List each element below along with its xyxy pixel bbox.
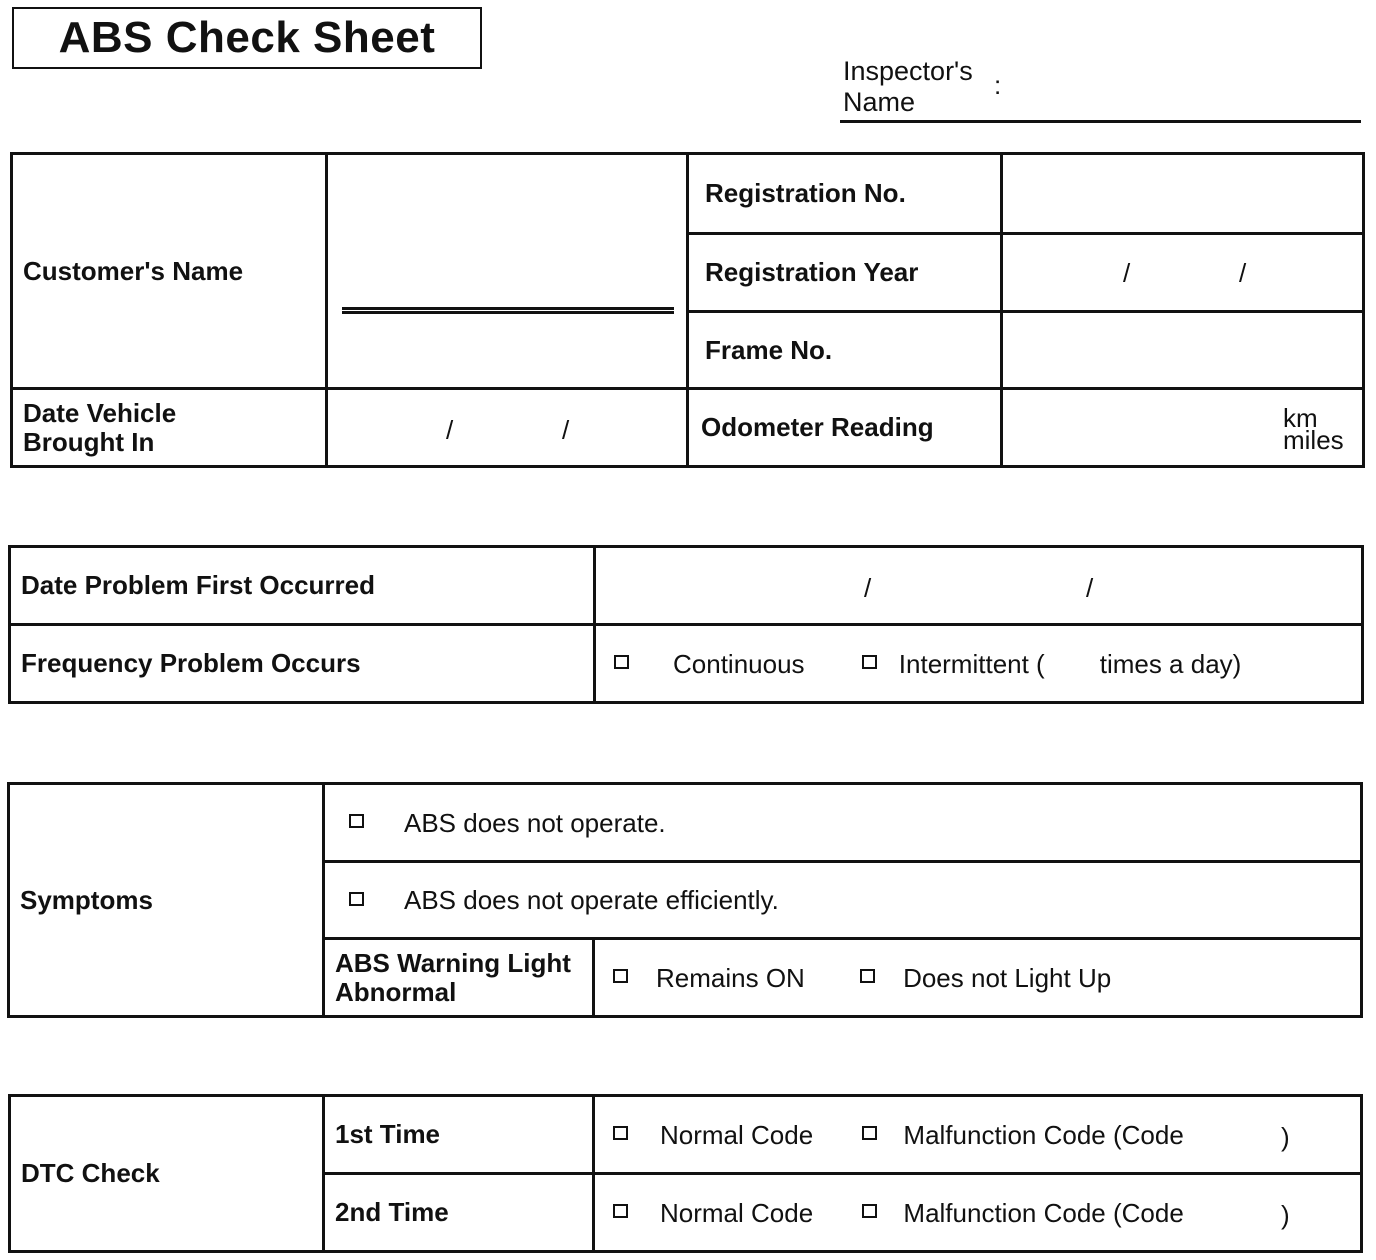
dtc-check-table — [8, 1094, 1363, 1253]
date-first-occurred-label: Date Problem First Occurred — [10, 547, 595, 625]
first-time-field — [594, 1096, 1362, 1174]
problem-table — [8, 545, 1364, 704]
odometer-units — [1283, 403, 1344, 455]
second-malfunction-code-label: Malfunction Code (Code — [903, 1197, 1184, 1228]
frequency-field — [595, 625, 1363, 703]
symptom-not-operate-row — [324, 784, 1362, 862]
not-operate-checkbox[interactable] — [349, 814, 364, 828]
second-time-label: 2nd Time — [324, 1174, 594, 1252]
symptom-not-efficient-option[interactable] — [349, 886, 779, 915]
frame-no-field[interactable] — [1002, 312, 1364, 389]
remains-on-checkbox[interactable] — [613, 969, 628, 983]
inspector-colon: : — [994, 70, 1002, 100]
not-operate-label: ABS does not operate. — [404, 807, 666, 838]
date-brought-in-field[interactable] — [327, 389, 688, 467]
not-efficient-checkbox[interactable] — [349, 892, 364, 906]
dtc-check-label: DTC Check — [10, 1096, 324, 1252]
warning-light-field — [594, 939, 1362, 1017]
frame-no-label: Frame No. — [688, 312, 1002, 389]
vehicle-info-table — [10, 152, 1365, 468]
second-normal-code-checkbox[interactable] — [613, 1204, 628, 1218]
second-time-field — [594, 1174, 1362, 1252]
continuous-checkbox[interactable] — [614, 655, 629, 669]
registration-no-field[interactable] — [1002, 154, 1364, 234]
does-not-light-label: Does not Light Up — [903, 962, 1112, 993]
date-brought-in-label-line1: Date Vehicle — [23, 397, 177, 428]
intermittent-option[interactable] — [862, 650, 1242, 679]
date-separator: / — [446, 415, 454, 445]
customer-name-field[interactable] — [327, 154, 688, 389]
date-separator: / — [1123, 258, 1131, 288]
warning-light-label-line1: ABS Warning Light — [335, 947, 571, 978]
odometer-unit-km: km — [1283, 403, 1318, 433]
symptom-not-operate-option[interactable] — [349, 809, 666, 838]
odometer-unit-miles: miles — [1283, 425, 1344, 455]
registration-year-label: Registration Year — [688, 234, 1002, 312]
sheet-title: ABS Check Sheet — [12, 7, 482, 69]
first-normal-code-label: Normal Code — [660, 1119, 814, 1150]
customer-name-double-line — [342, 307, 674, 314]
second-normal-code-label: Normal Code — [660, 1197, 814, 1228]
date-separator: / — [1239, 258, 1247, 288]
inspector-name-field[interactable] — [840, 120, 1361, 123]
warning-light-label-line2: Abnormal — [335, 976, 457, 1007]
symptoms-table — [7, 782, 1363, 1018]
symptom-not-efficient-row — [324, 862, 1362, 939]
inspector-label-line2: Name — [843, 87, 916, 117]
date-brought-in-label — [12, 389, 327, 467]
inspector-label-line1: Inspector's — [843, 56, 973, 86]
first-normal-code-option[interactable] — [613, 1121, 813, 1150]
registration-year-field[interactable] — [1002, 234, 1364, 312]
first-malfunction-code-option[interactable] — [862, 1121, 1183, 1150]
second-malfunction-code-checkbox[interactable] — [862, 1204, 877, 1218]
date-separator: / — [864, 573, 872, 603]
customer-name-label: Customer's Name — [12, 154, 327, 389]
inspector-name-label — [843, 56, 973, 118]
continuous-label: Continuous — [673, 648, 805, 679]
frequency-label: Frequency Problem Occurs — [10, 625, 595, 703]
intermittent-label-prefix: Intermittent ( — [898, 648, 1045, 679]
second-malfunction-code-option[interactable] — [862, 1199, 1183, 1228]
second-code-close-paren: ) — [1281, 1200, 1290, 1230]
not-efficient-label: ABS does not operate efficiently. — [404, 885, 779, 916]
odometer-field[interactable] — [1002, 389, 1364, 467]
first-malfunction-code-label: Malfunction Code (Code — [903, 1119, 1184, 1150]
does-not-light-checkbox[interactable] — [860, 969, 875, 983]
first-time-label: 1st Time — [324, 1096, 594, 1174]
intermittent-checkbox[interactable] — [862, 655, 877, 669]
warning-light-label — [324, 939, 594, 1017]
first-code-close-paren: ) — [1281, 1122, 1290, 1152]
date-brought-in-label-line2: Brought In — [23, 426, 155, 457]
does-not-light-option[interactable] — [860, 964, 1111, 993]
first-normal-code-checkbox[interactable] — [613, 1126, 628, 1140]
date-separator: / — [562, 415, 570, 445]
first-malfunction-code-checkbox[interactable] — [862, 1126, 877, 1140]
registration-no-label: Registration No. — [688, 154, 1002, 234]
remains-on-option[interactable] — [613, 964, 805, 993]
date-separator: / — [1086, 573, 1094, 603]
remains-on-label: Remains ON — [656, 962, 805, 993]
symptoms-label: Symptoms — [9, 784, 324, 1017]
odometer-label: Odometer Reading — [688, 389, 1002, 467]
date-first-occurred-field[interactable] — [595, 547, 1363, 625]
second-normal-code-option[interactable] — [613, 1199, 813, 1228]
continuous-option[interactable] — [614, 650, 805, 679]
intermittent-label-suffix: times a day) — [1099, 648, 1242, 679]
